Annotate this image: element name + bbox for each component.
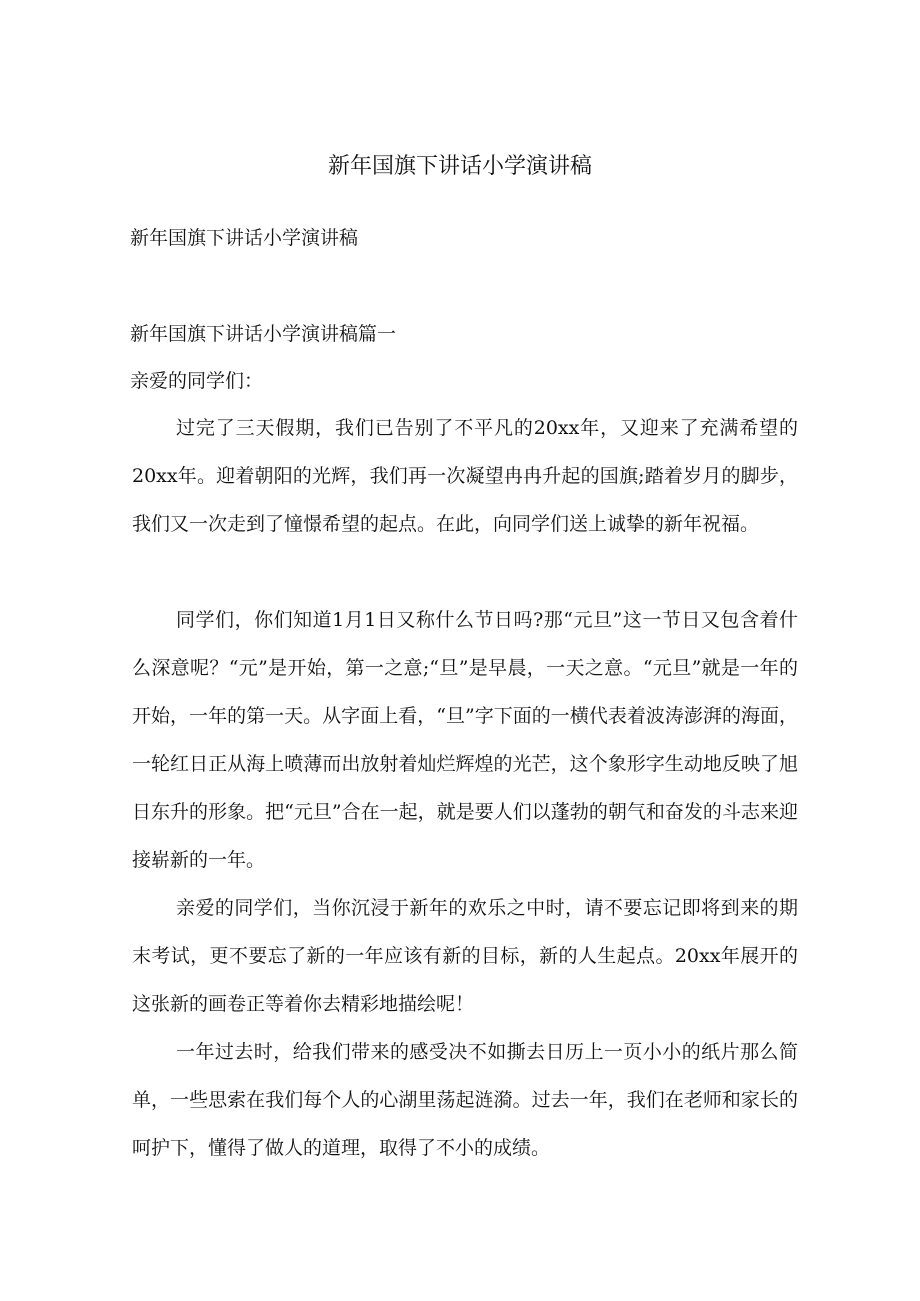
document-title: 新年国旗下讲话小学演讲稿: [327, 154, 592, 179]
paragraph-3: 亲爱的同学们，当你沉浸于新年的欢乐之中时，请不要忘记即将到来的期末考试，更不要忘了新的一年应该有新的目标，新的人生起点。20xx年展开的这张新的画卷正等着你去精彩地描绘呢！: [132, 897, 798, 1015]
document-subtitle: 新年国旗下讲话小学演讲稿: [130, 227, 359, 249]
paragraph-2: 同学们，你们知道1月1日又称什么节日吗?那“元旦”这一节日又包含着什么深意呢？“元”是开始，第一之意;“旦”是早晨，一天之意。“元旦”就是一年的开始，一年的第一天。从字面上看，“旦”字下面的一横代表着波涛澎湃的海面，一轮红日正从海上喷薄而出放射着灿烂辉煌的光芒，这个象形字生动地反映了旭日东升的形象。把“元旦”合在一起，就是要人们以蓬勃的朝气和奋发的斗志来迎接崭新的一年。: [132, 609, 798, 871]
section-heading: 新年国旗下讲话小学演讲稿篇一: [130, 323, 397, 345]
paragraph-4: 一年过去时，给我们带来的感受决不如撕去日历上一页小小的纸片那么简单，一些思索在我们每个人的心湖里荡起涟漪。过去一年，我们在老师和家长的呵护下，懂得了做人的道理，取得了不小的成绩。: [132, 1041, 798, 1159]
greeting: 亲爱的同学们：: [130, 370, 264, 392]
paragraph-1: 过完了三天假期，我们已告别了不平凡的20xx年，又迎来了充满希望的20xx年。迎着朝阳的光辉，我们再一次凝望冉冉升起的国旗;踏着岁月的脚步，我们又一次走到了憧憬希望的起点。在此，向同学们送上诚挚的新年祝福。: [132, 417, 798, 535]
